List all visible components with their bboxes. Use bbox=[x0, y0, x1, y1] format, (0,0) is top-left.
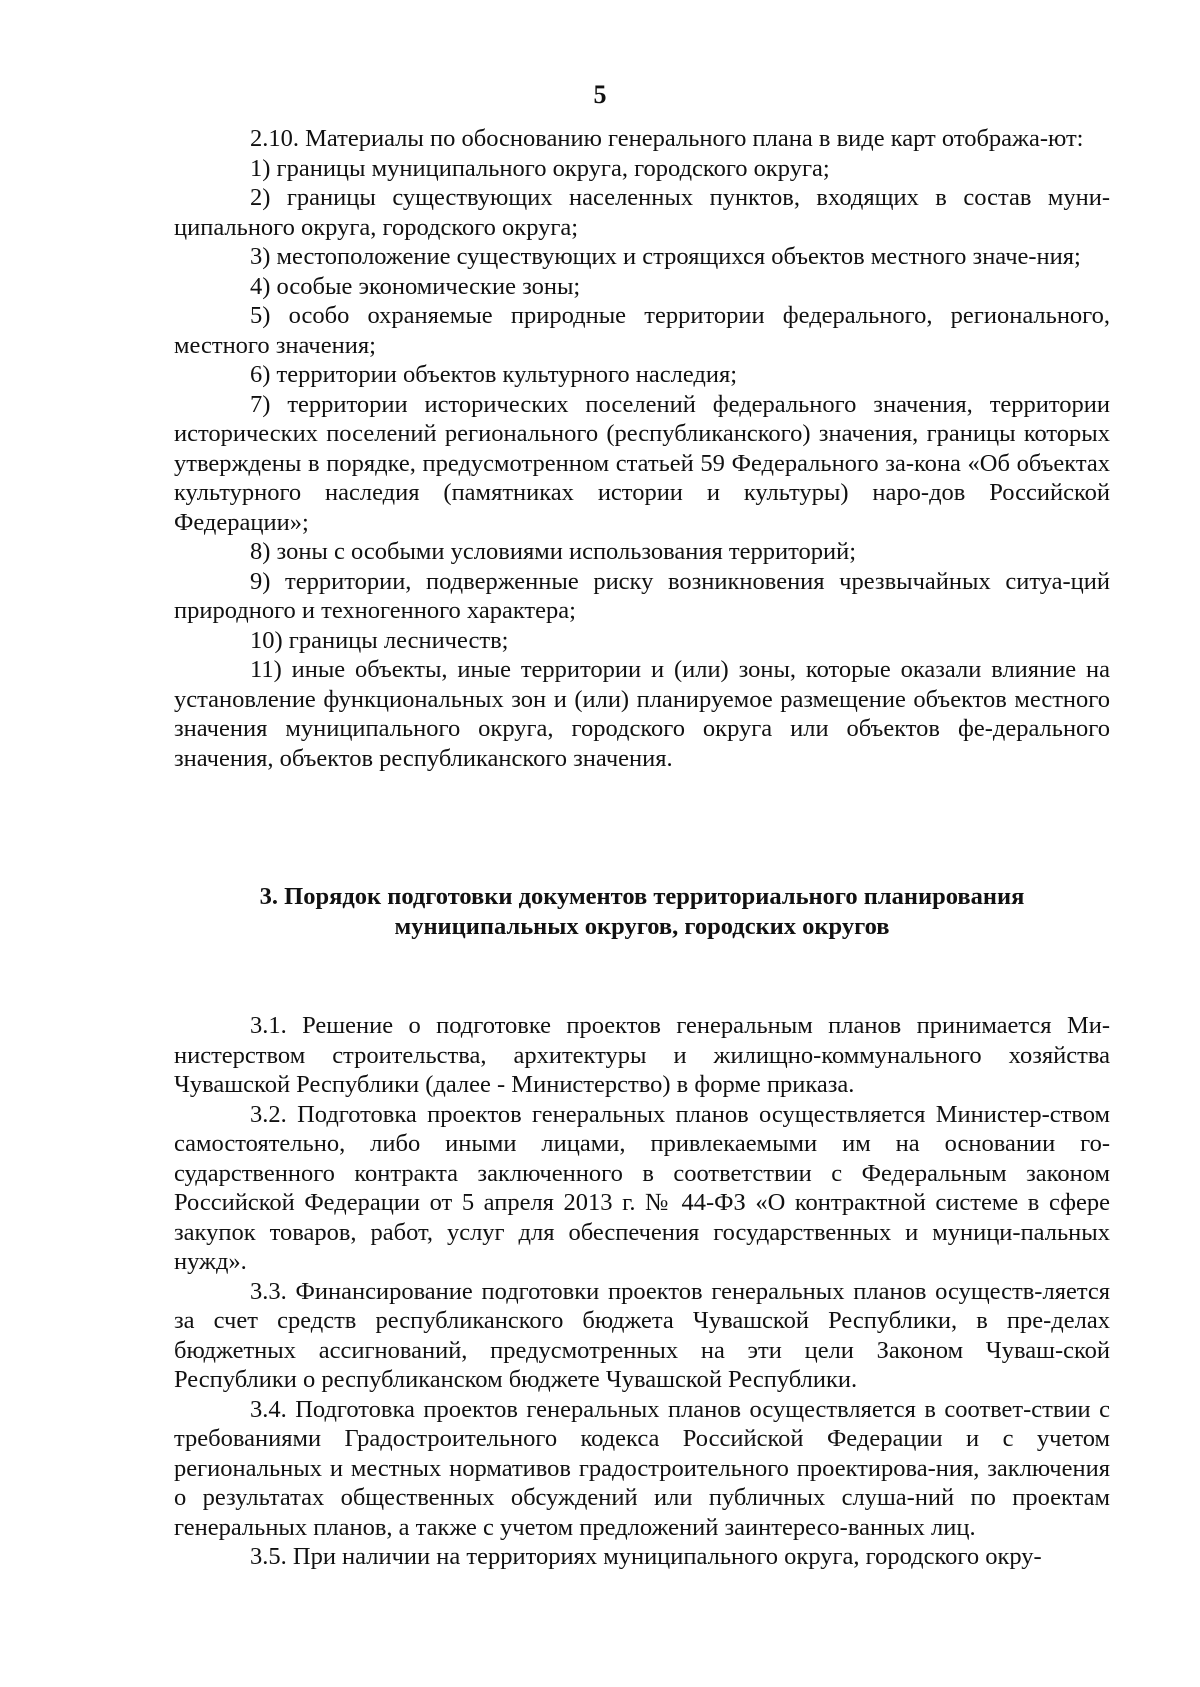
list-item-9: 9) территории, подверженные риску возникновения чрезвычайных ситуа-ций природного и техногенного характера; bbox=[174, 567, 1110, 624]
paragraph-3-4: 3.4. Подготовка проектов генеральных планов осуществляется в соответ-ствии с требованиями Градостроительного кодекса Российской Федерации и с учетом региональных и местных нормативов градостроительного проектирова-ния, заключения о результатах общественных обсуждений или публичных слуша-ний по проектам генеральных планов, а также с учетом предложений заинтересо-ванных лиц. bbox=[174, 1395, 1110, 1541]
section-3-heading bbox=[174, 882, 1110, 942]
paragraph-3-1: 3.1. Решение о подготовке проектов генеральным планов принимается Ми-нистерством строительства, архитектуры и жилищно-коммунального хозяйства Чувашской Республики (далее - Министерство) в форме приказа. bbox=[174, 1012, 1110, 1098]
section-3-heading-line-2: муниципальных округов, городских округов bbox=[394, 913, 890, 940]
page-number: 5 bbox=[593, 80, 607, 109]
paragraph-3-5: 3.5. При наличии на территориях муниципального округа, городского окру- bbox=[250, 1543, 1042, 1570]
list-item-2: 2) границы существующих населенных пунктов, входящих в состав муни-ципального округа, городского округа; bbox=[174, 184, 1110, 241]
list-item-6: 6) территории объектов культурного наследия; bbox=[250, 361, 738, 388]
list-item-10: 10) границы лесничеств; bbox=[250, 626, 509, 654]
section-2-continuation bbox=[174, 124, 1110, 773]
section-3-heading-line-1: 3. Порядок подготовки документов территориального планирования bbox=[259, 883, 1025, 910]
paragraph-2-10: 2.10. Материалы по обоснованию генерального плана в виде карт отобража-ют: bbox=[250, 125, 1084, 152]
list-item-1: 1) границы муниципального округа, городского округа; bbox=[250, 154, 830, 182]
list-item-8: 8) зоны с особыми условиями использования территорий; bbox=[250, 538, 857, 565]
list-item-11: 11) иные объекты, иные территории и (или) зоны, которые оказали влияние на установление функциональных зон и (или) планируемое размещение объектов местного значения муниципального округа, городского округа или объектов фе-дерального значения, объектов республиканского значения. bbox=[174, 656, 1110, 772]
list-item-3: 3) местоположение существующих и строящихся объектов местного значе-ния; bbox=[250, 243, 1081, 270]
section-3-body bbox=[174, 1011, 1110, 1572]
paragraph-3-3: 3.3. Финансирование подготовки проектов генеральных планов осуществ-ляется за счет средств республиканского бюджета Чувашской Республики, в пре-делах бюджетных ассигнований, предусмотренных на эти цели Законом Чуваш-ской Республики о республиканском бюджете Чувашской Республики. bbox=[174, 1277, 1110, 1393]
list-item-7: 7) территории исторических поселений федерального значения, территории исторических поселений регионального (республиканского) значения, границы которых утверждены в порядке, предусмотренном статьей 59 Федерального за-кона «Об объектах культурного наследия (памятниках истории и культуры) наро-дов Российской Федерации»; bbox=[174, 390, 1110, 536]
paragraph-3-2: 3.2. Подготовка проектов генеральных планов осуществляется Министер-ством самостоятельно, либо иными лицами, привлекаемыми им на основании го-сударственного контракта заключенного в соответствии с Федеральным законом Российской Федерации от 5 апреля 2013 г. № 44-ФЗ «О контрактной системе в сфере закупок товаров, работ, услуг для обеспечения государственных и муници-пальных нужд». bbox=[174, 1100, 1110, 1275]
list-item-4: 4) особые экономические зоны; bbox=[250, 272, 581, 300]
list-item-5: 5) особо охраняемые природные территории федерального, регионального, местного значения; bbox=[174, 302, 1110, 359]
